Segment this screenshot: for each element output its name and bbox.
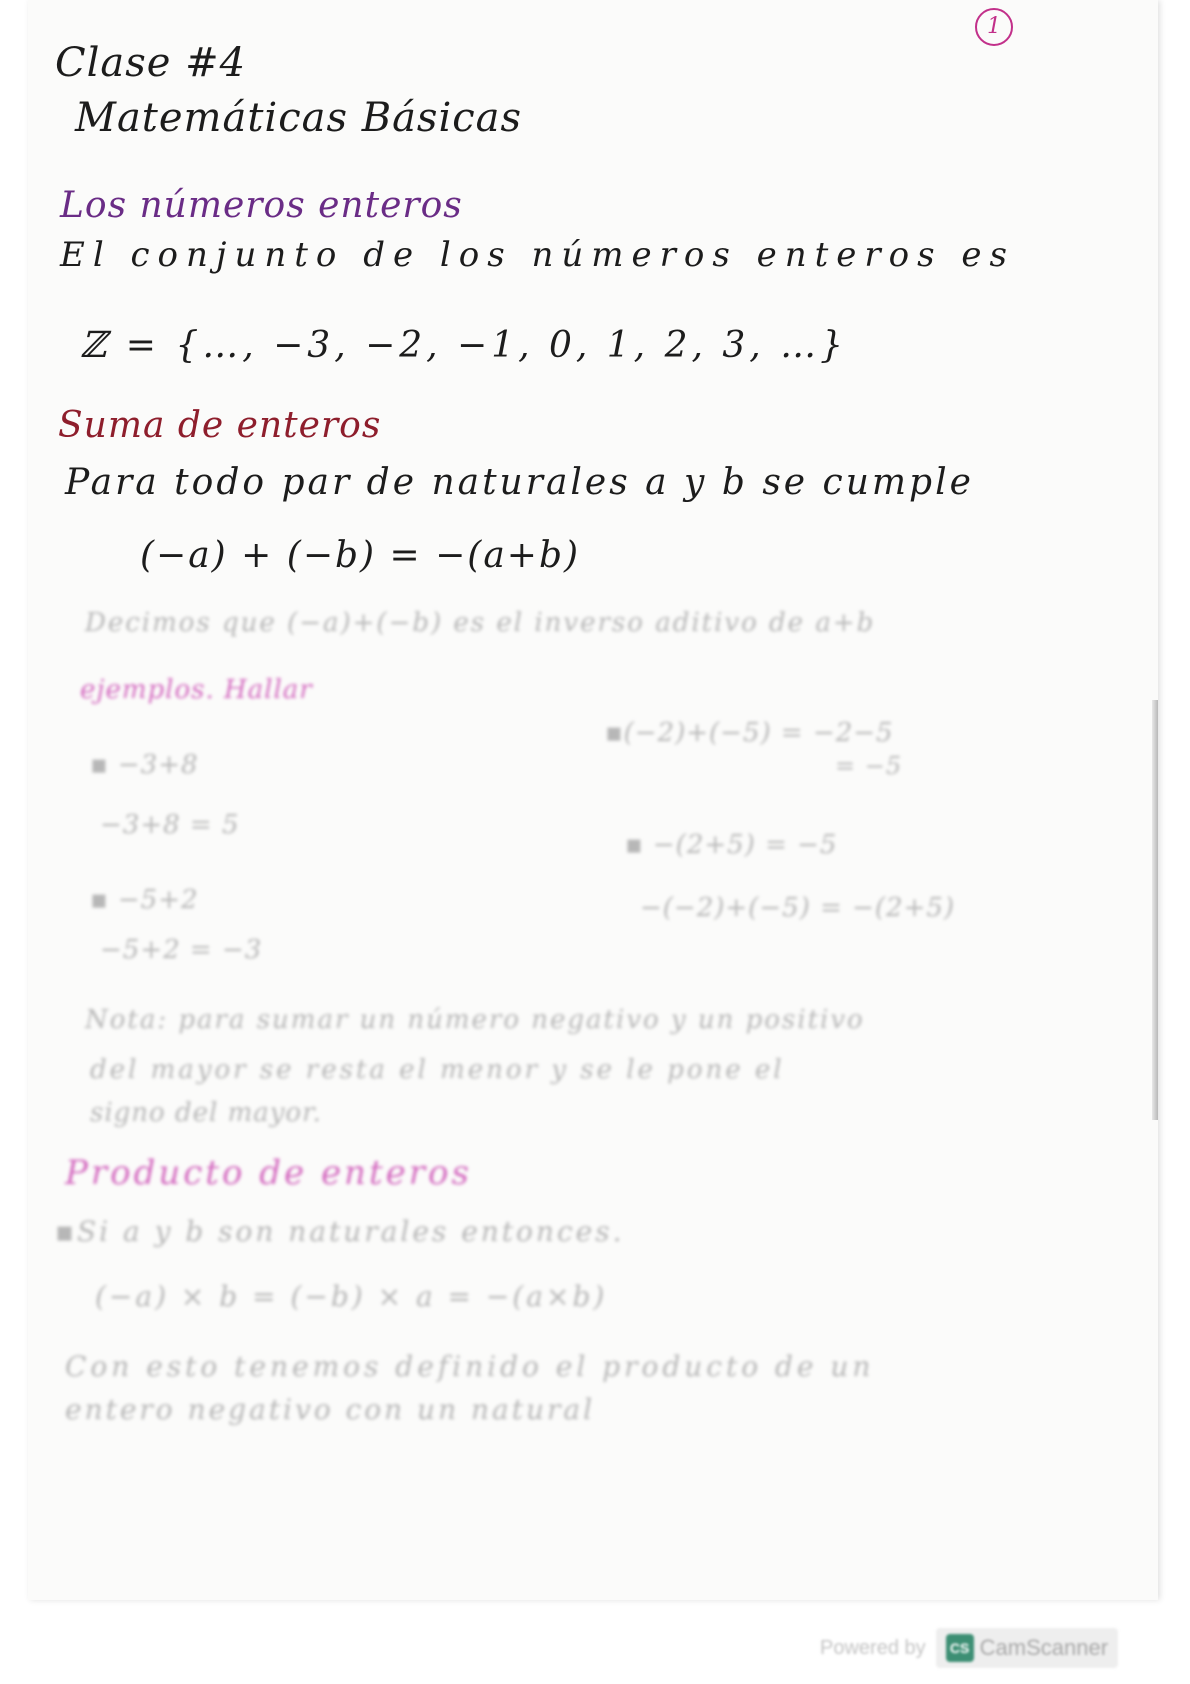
class-title: Clase #4	[55, 40, 247, 86]
camscanner-watermark	[820, 1628, 1180, 1668]
course-title: Matemáticas Básicas	[75, 95, 523, 141]
closing-line-1: Con esto tenemos definido el producto de un	[65, 1350, 875, 1383]
nota-line-3: signo del mayor.	[90, 1098, 322, 1128]
powered-by-text: Powered by	[820, 1636, 926, 1659]
producto-statement: ▪Si a y b son naturales entonces.	[55, 1215, 625, 1248]
page-number: 1	[975, 8, 1013, 46]
camscanner-badge	[936, 1628, 1118, 1668]
nota-line-1: Nota: para sumar un número negativo y un positivo	[85, 1005, 865, 1035]
example-right-1: ▪(−2)+(−5) = −2−5	[605, 718, 894, 748]
section-heading-producto: Producto de enteros	[65, 1153, 472, 1193]
suma-formula: (−a) + (−b) = −(a+b)	[140, 535, 581, 576]
section-heading-enteros: Los números enteros	[60, 185, 463, 226]
integer-set-definition: ℤ = {…, −3, −2, −1, 0, 1, 2, 3, …}	[80, 325, 848, 366]
example-right-4: −(−2)+(−5) = −(2+5)	[640, 893, 956, 923]
closing-line-2: entero negativo con un natural	[65, 1393, 596, 1426]
enteros-intro: El conjunto de los números enteros es	[60, 235, 1015, 275]
example-left-1: ▪ −3+8	[90, 750, 199, 780]
faded-note-line-1: Decimos que (−a)+(−b) es el inverso aditivo de a+b	[85, 608, 876, 638]
example-right-2: = −5	[835, 752, 903, 780]
section-heading-suma: Suma de enteros	[58, 405, 382, 446]
page-edge-shadow	[1152, 700, 1158, 1120]
example-left-2: −3+8 = 5	[100, 810, 240, 840]
example-left-4: −5+2 = −3	[100, 935, 263, 965]
example-left-3: ▪ −5+2	[90, 885, 199, 915]
faded-note-line-2: ejemplos. Hallar	[80, 675, 313, 705]
camscanner-brand-text: CamScanner	[979, 1635, 1109, 1660]
example-right-3: ▪ −(2+5) = −5	[625, 830, 838, 860]
producto-formula: (−a) × b = (−b) × a = −(a×b)	[95, 1280, 608, 1313]
suma-statement: Para todo par de naturales a y b se cumple	[65, 462, 974, 503]
camscanner-logo-icon: CS	[946, 1634, 974, 1662]
nota-line-2: del mayor se resta el menor y se le pone el	[90, 1055, 785, 1085]
